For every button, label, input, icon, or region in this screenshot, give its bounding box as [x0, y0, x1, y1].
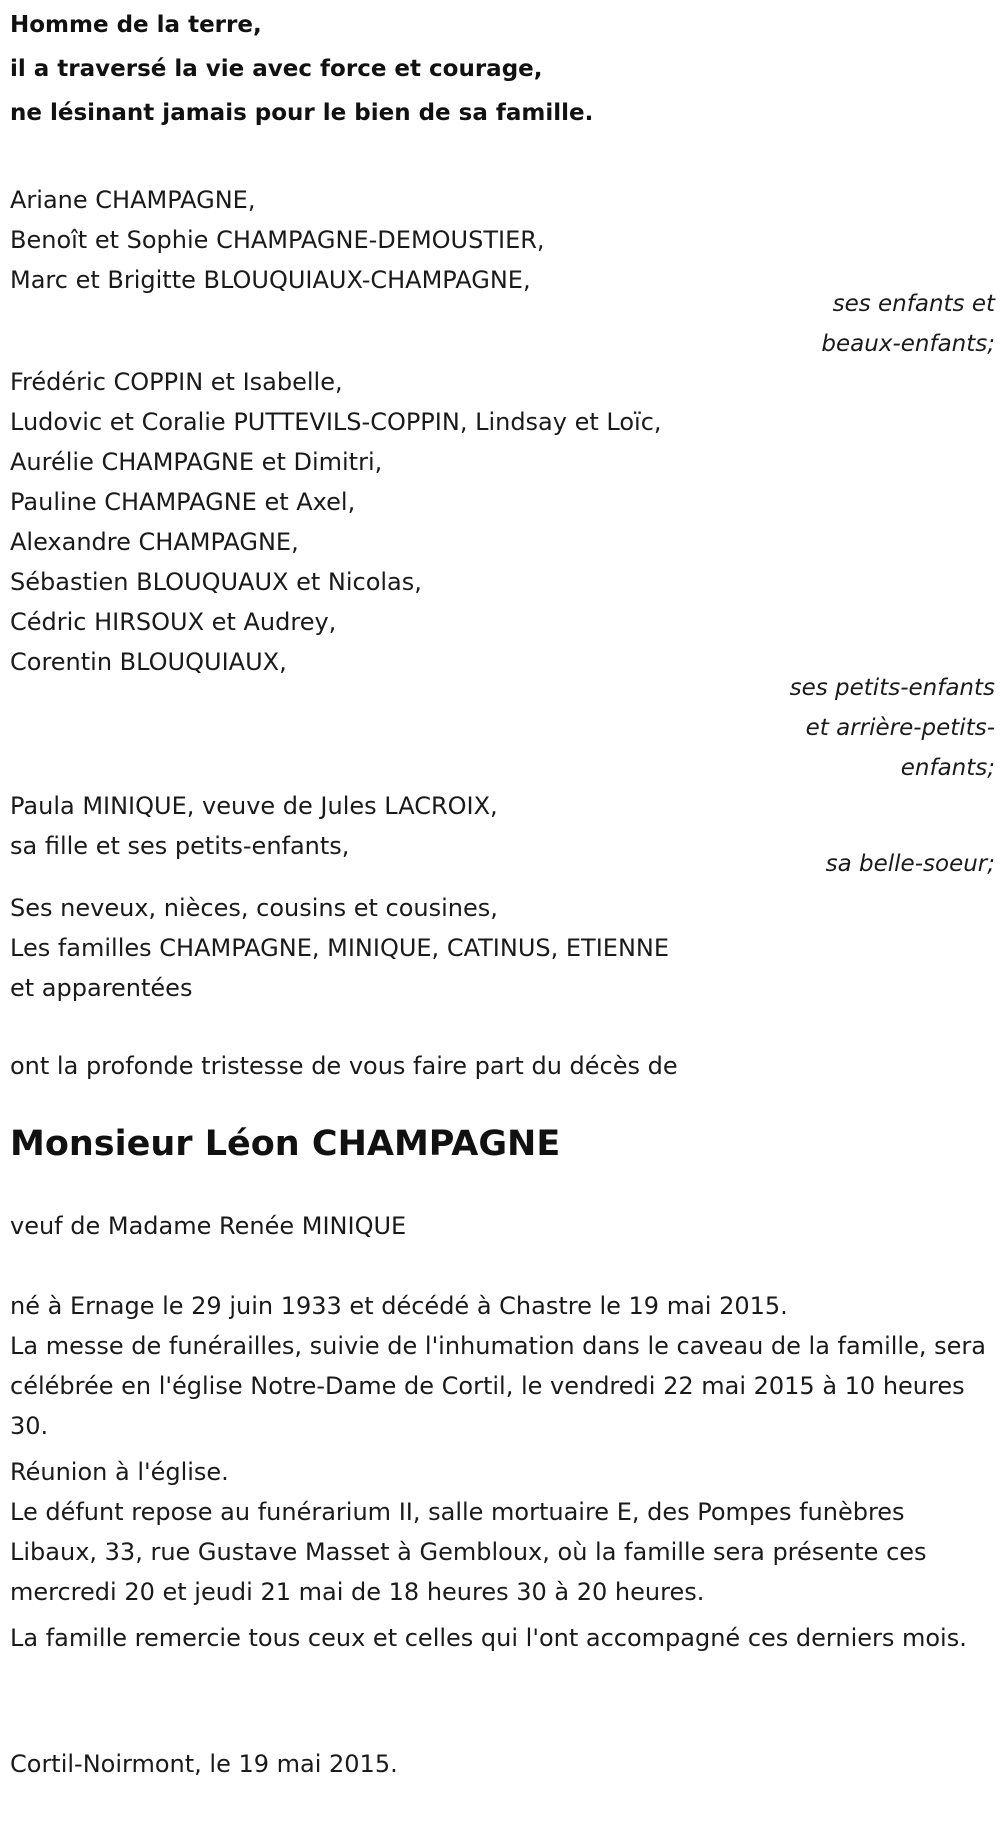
family-line-3: et apparentées — [10, 974, 193, 1002]
grandchild-name-5: Alexandre CHAMPAGNE, — [10, 528, 299, 556]
deceased-name: Monsieur Léon CHAMPAGNE — [10, 1124, 561, 1164]
sister-in-law-name-1: Paula MINIQUE, veuve de Jules LACROIX, — [10, 792, 498, 820]
birth-death: né à Ernage le 29 juin 1933 et décédé à Chastre le 19 mai 2015. — [10, 1292, 788, 1320]
grandchild-name-3: Aurélie CHAMPAGNE et Dimitri, — [10, 448, 383, 476]
child-name-2: Benoît et Sophie CHAMPAGNE-DEMOUSTIER, — [10, 226, 545, 254]
meeting-place: Réunion à l'église. — [10, 1458, 229, 1486]
children-role-line-2: beaux-enfants; — [821, 331, 995, 357]
announcement: ont la profonde tristesse de vous faire part du décès de — [10, 1052, 678, 1080]
grandchild-name-1: Frédéric COPPIN et Isabelle, — [10, 368, 343, 396]
family-line-2: Les familles CHAMPAGNE, MINIQUE, CATINUS, ETIENNE — [10, 934, 670, 962]
grandchildren-role — [595, 668, 995, 788]
grandchild-name-7: Cédric HIRSOUX et Audrey, — [10, 608, 337, 636]
intro-verse — [10, 0, 995, 138]
grandchildren-role-line-1: ses petits-enfants — [789, 675, 995, 701]
child-name-1: Ariane CHAMPAGNE, — [10, 186, 256, 214]
intro-line-2: il a traversé la vie avec force et courage, — [10, 56, 543, 82]
intro-line-3: ne lésinant jamais pour le bien de sa famille. — [10, 100, 594, 126]
sister-in-law-role — [595, 844, 995, 884]
grandchild-name-4: Pauline CHAMPAGNE et Axel, — [10, 488, 356, 516]
funeral-details: La messe de funérailles, suivie de l'inhumation dans le caveau de la famille, sera célébrée en l'église Notre-Dame de Cortil, le vendredi 22 mai 2015 à 10 heures 30. — [10, 1332, 986, 1440]
grandchildren-role-line-2: et arrière-petits- — [805, 715, 995, 741]
grandchildren-names — [10, 362, 995, 682]
grandchild-name-8: Corentin BLOUQUIAUX, — [10, 648, 287, 676]
family-line-1: Ses neveux, nièces, cousins et cousines, — [10, 894, 498, 922]
extended-family — [10, 888, 995, 1008]
grandchild-name-6: Sébastien BLOUQUAUX et Nicolas, — [10, 568, 422, 596]
child-name-3: Marc et Brigitte BLOUQUIAUX-CHAMPAGNE, — [10, 266, 531, 294]
sister-in-law-role-line-1: sa belle-soeur; — [825, 851, 995, 877]
repose-details: Le défunt repose au funérarium II, salle mortuaire E, des Pompes funèbres Libaux, 33, rue Gustave Masset à Gembloux, où la famille sera présente ces mercredi 20 et jeudi 21 mai de 18 heures 30 à 20 heures. — [10, 1498, 927, 1606]
widower-of: veuf de Madame Renée MINIQUE — [10, 1212, 407, 1240]
children-names — [10, 180, 995, 300]
family-thanks: La famille remercie tous ceux et celles qui l'ont accompagné ces derniers mois. — [10, 1624, 967, 1652]
grandchild-name-2: Ludovic et Coralie PUTTEVILS-COPPIN, Lindsay et Loïc, — [10, 408, 662, 436]
place-date: Cortil-Noirmont, le 19 mai 2015. — [10, 1750, 398, 1778]
children-role — [595, 284, 995, 364]
grandchildren-role-line-3: enfants; — [900, 755, 995, 781]
intro-line-1: Homme de la terre, — [10, 12, 262, 38]
sister-in-law-name-2: sa fille et ses petits-enfants, — [10, 832, 350, 860]
children-role-line-1: ses enfants et — [832, 291, 995, 317]
